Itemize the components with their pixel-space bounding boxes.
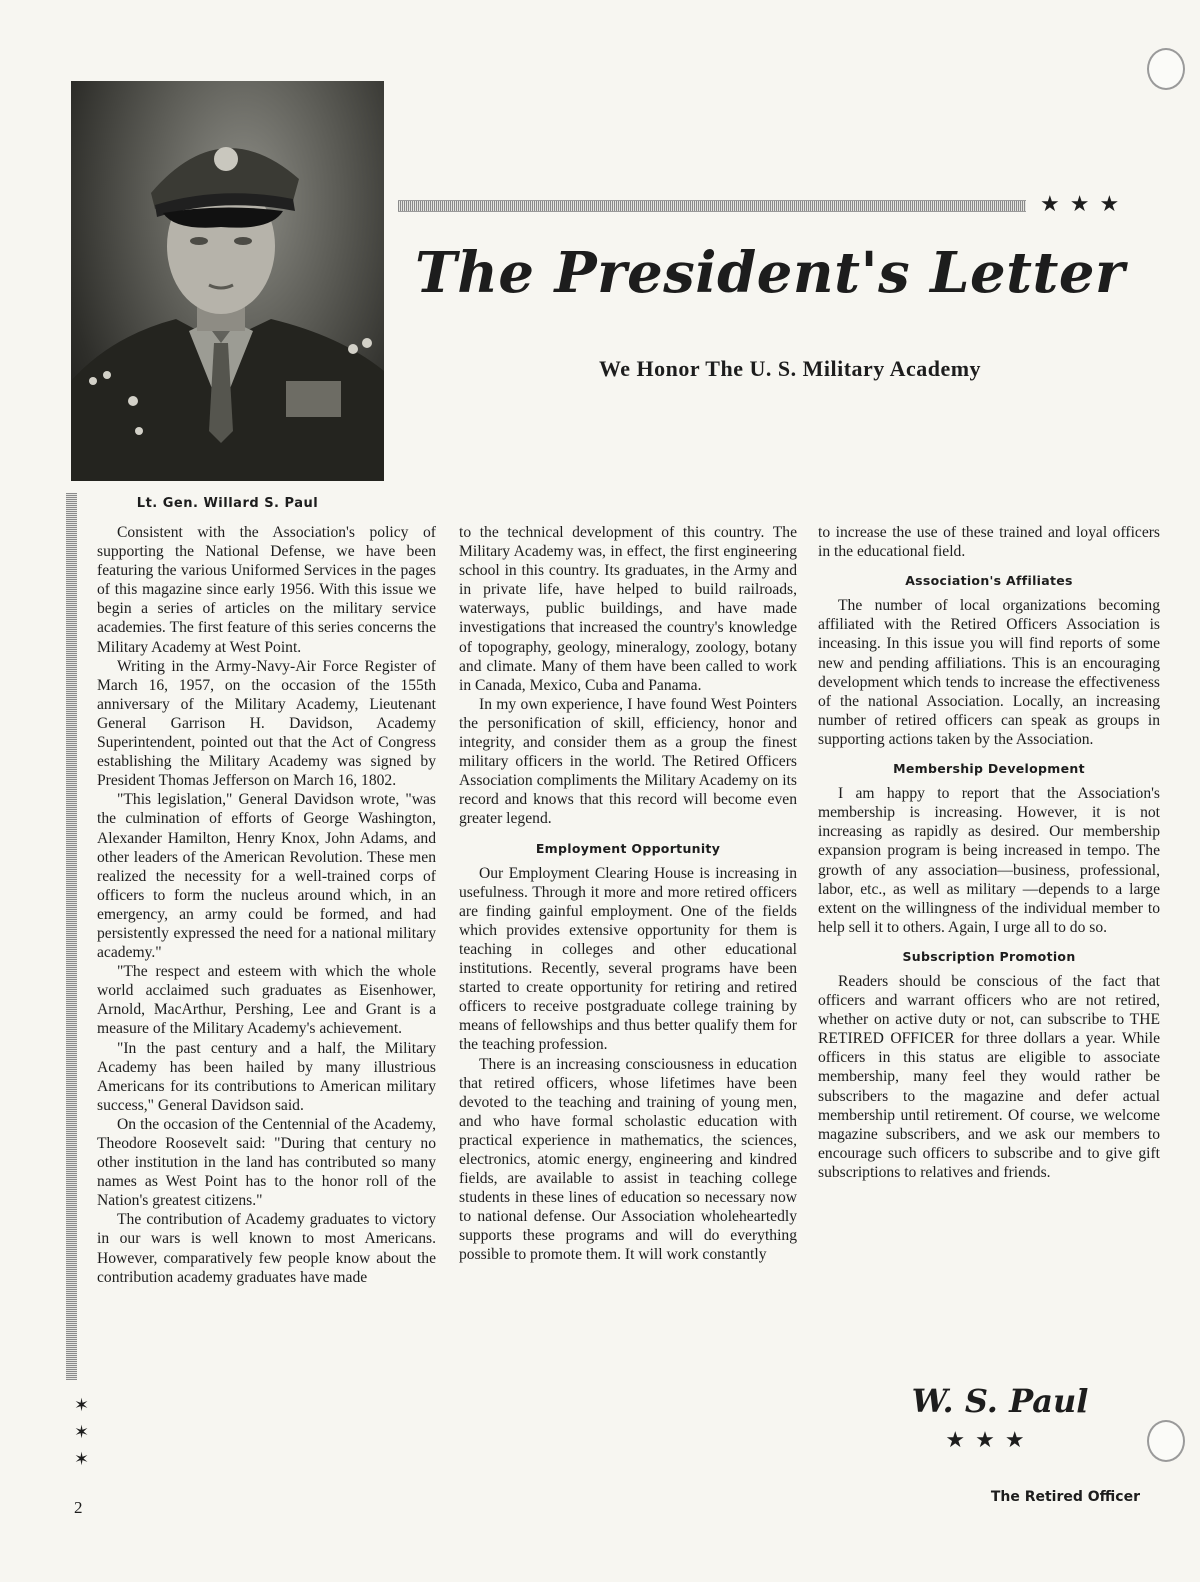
paragraph: "In the past century and a half, the Military Academy has been hailed by many illustrious Americans for its contributions to American military success," General Davidson said. — [97, 1039, 436, 1114]
portrait-photo — [71, 81, 384, 481]
section-heading-subscription: Subscription Promotion — [902, 948, 1076, 964]
star-icon: ✶ — [74, 1422, 90, 1443]
paragraph: Readers should be conscious of the fact that officers and warrant officers who are not retired, whether on active duty or not, can subscribe to THE RETIRED OFFICER for three dollars a year. While officers in this status are eligible to associate membership, many feel they would rather be subscribers to the magazine and defer actual membership until retirement. Of course, we welcome magazine subscribers, and we ask our members to encourage such officers to subscribe and to give gift subscriptions to relatives and friends. — [818, 972, 1160, 1181]
publication-name: The Retired Officer — [990, 1489, 1140, 1505]
text-column-3 — [818, 523, 1160, 1182]
text-column-2 — [459, 523, 797, 1265]
punch-hole-bottom — [1147, 1420, 1185, 1462]
paragraph: "This legislation," General Davidson wrote, "was the culmination of efforts of George Washington, Alexander Hamilton, Henry Knox, John Adams, and other leaders of the American Revolution. These men realized the necessity for a well-trained corps of officers to form the nucleus around which, in an emergency, an army could be formed, and had persistently expressed the need for a national military academy." — [97, 791, 436, 962]
page-title: The President's Letter — [415, 240, 1125, 306]
paragraph: Our Employment Clearing House is increasing in usefulness. Through it more and more retired officers are finding gainful employment. One of the fields which provides extensive opportunity for them is teaching in colleges and other educational institutions. Recently, several programs have been started to create opportunity for retiring and retired officers to receive postgraduate college training by means of fellowships and thus better qualify them for the teaching profession. — [459, 864, 797, 1054]
section-heading-employment: Employment Opportunity — [535, 840, 721, 856]
paragraph: to increase the use of these trained and loyal officers in the educational field. — [818, 524, 1160, 561]
header-stars: ★★★ — [1040, 192, 1130, 217]
star-icon: ✶ — [74, 1395, 90, 1416]
paragraph: The contribution of Academy graduates to victory in our wars is well known to most Americans. However, comparatively few people know about the contribution academy graduates have made — [97, 1211, 436, 1286]
paragraph: Writing in the Army-Navy-Air Force Register of March 16, 1957, on the occasion of the 155th anniversary of the Military Academy, Lieutenant General Garrison H. Davidson, Academy Superintendent, pointed out that the Act of Congress establishing the Military Academy was signed by President Thomas Jefferson on March 16, 1802. — [97, 657, 436, 790]
left-decorative-bar — [66, 493, 77, 1380]
star-icon: ✶ — [74, 1449, 90, 1470]
paragraph: I am happy to report that the Association's membership is increasing. However, it is not increasing as rapidly as desired. Our membership expansion program is being increased in tempo. The growth of any association—business, professional, labor, etc., as well as military —depends to a large extent on the willingness of the individual member to help sell it to others. Again, I urge all to do so. — [818, 785, 1160, 936]
section-heading-affiliates: Association's Affiliates — [905, 573, 1073, 589]
paragraph: The number of local organizations becoming affiliated with the Retired Officers Association is inceasing. In this issue you will find reports of some new and pending affiliations. This is an encouraging development which tends to increase the effectiveness of the national Association. Locally, an increasing number of retired officers can speak as groups in supporting actions taken by the Association. — [818, 597, 1160, 748]
punch-hole-top — [1147, 48, 1185, 90]
signature-stars: ★★★ — [945, 1428, 1035, 1453]
paragraph: In my own experience, I have found West Pointers the personification of skill, efficiency, honor and integrity, and consider them as a group the finest military officers in the world. The Retired Officers Association compliments the Military Academy on its record and knows that this record will become even greater legend. — [459, 695, 797, 828]
header-rule — [398, 200, 1026, 212]
page-number: 2 — [74, 1498, 83, 1517]
paragraph: On the occasion of the Centennial of the Academy, Theodore Roosevelt said: "During that century no other institution in the land has contributed so many names as West Point has to the honor roll of the Nation's greatest citizens." — [97, 1115, 436, 1210]
paragraph: Consistent with the Association's policy of supporting the National Defense, we have been featuring the various Uniformed Services in the pages of this magazine since early 1956. With this issue we begin a series of articles on the military service academies. The first feature of this series concerns the Military Academy at West Point. — [97, 524, 436, 656]
paragraph: to the technical development of this country. The Military Academy was, in effect, the first engineering school in this country. Its graduates, in the Army and in private life, have helped to build railroads, waterways, public buildings, and have made investigations that increased the country's knowledge of topography, geology, mineralogy, zoology, botany and climate. Many of them have been called to work in Canada, Mexico, Cuba and Panama. — [459, 524, 797, 694]
text-column-1 — [97, 523, 436, 1287]
section-heading-membership: Membership Development — [893, 761, 1085, 777]
page-subtitle: We Honor The U. S. Military Academy — [598, 356, 982, 381]
paragraph: There is an increasing consciousness in education that retired officers, whose lifetimes have been devoted to the teaching and training of young men, and who have formal scholastic education with practical experience in mathematics, the sciences, electronics, atomic energy, engineering and kindred fields, are available to assist in teaching college students in these lines of education so necessary now to national defense. Our Association wholeheartedly supports these programs and will do everything possible to promote them. It will work constantly — [459, 1055, 797, 1264]
photo-caption: Lt. Gen. Willard S. Paul — [136, 496, 319, 511]
side-stars — [74, 1392, 96, 1473]
signature: W. S. Paul — [911, 1382, 1089, 1420]
paragraph: "The respect and esteem with which the whole world acclaimed such graduates as Eisenhower, Arnold, MacArthur, Pershing, Lee and Grant is a measure of the Military Academy's achievement. — [97, 963, 436, 1038]
